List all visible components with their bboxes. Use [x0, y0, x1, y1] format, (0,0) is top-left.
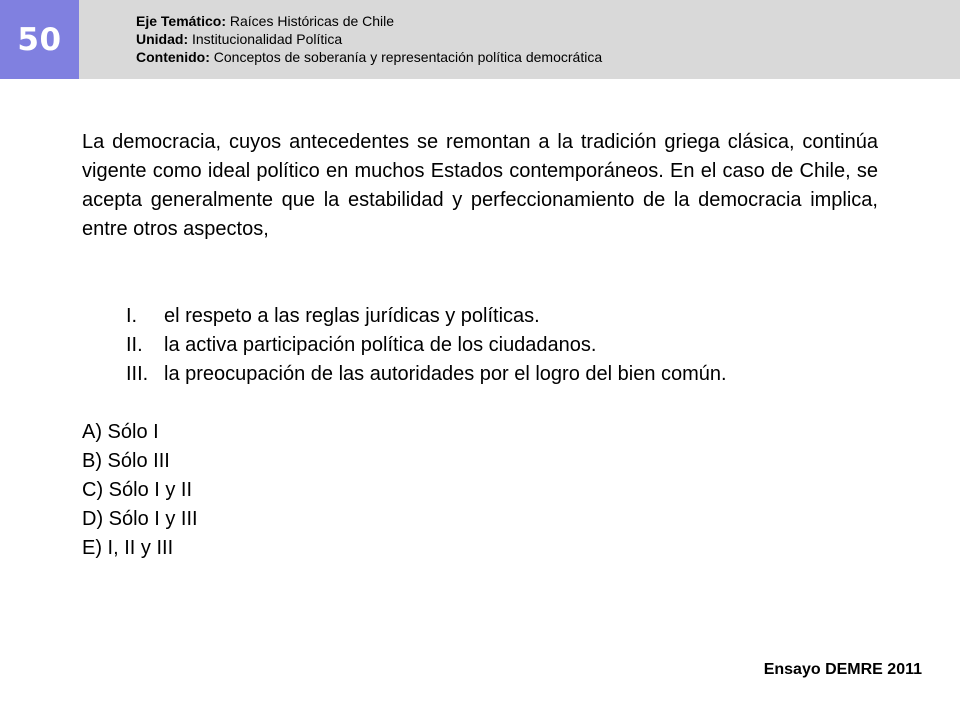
topic-info — [136, 12, 602, 66]
unidad-value: Institucionalidad Política — [192, 31, 343, 47]
statement-number: III. — [126, 363, 149, 385]
statement-text: la preocupación de las autoridades por el logro del bien común. — [164, 363, 727, 385]
eje-tematico-line — [136, 12, 602, 30]
statement-number: II. — [126, 334, 143, 356]
answer-option-b: B) Sólo III — [82, 450, 170, 472]
unidad-label: Unidad: — [136, 31, 189, 47]
statement-text: la activa participación política de los ciudadanos. — [164, 334, 597, 356]
answer-option-c: C) Sólo I y II — [82, 479, 193, 501]
answer-option-a: A) Sólo I — [82, 421, 159, 443]
statement-text: el respeto a las reglas jurídicas y políticas. — [164, 305, 540, 327]
unidad-line — [136, 30, 602, 48]
eje-tematico-label: Eje Temático: — [136, 13, 226, 29]
statement-number: I. — [126, 305, 138, 327]
statement-item — [126, 331, 727, 360]
question-number: 50 — [17, 21, 62, 58]
contenido-label: Contenido: — [136, 49, 210, 65]
statement-list — [126, 302, 727, 389]
contenido-value: Conceptos de soberanía y representación política democrática — [213, 49, 603, 65]
answer-options — [82, 418, 198, 563]
statement-item — [126, 360, 727, 389]
eje-tematico-value: Raíces Históricas de Chile — [229, 13, 395, 29]
question-number-badge — [0, 0, 79, 79]
answer-option-d: D) Sólo I y III — [82, 508, 198, 530]
header-bar — [0, 0, 960, 79]
source-label: Ensayo DEMRE 2011 — [763, 661, 922, 678]
contenido-line — [136, 48, 602, 66]
statement-item — [126, 302, 727, 331]
question-stem: La democracia, cuyos antecedentes se remontan a la tradición griega clásica, continúa vigente como ideal político en muchos Estados contemporáneos. En el caso de Chile, se acepta generalmente que la estabilidad y perfeccionamiento de la democracia implica, entre otros aspectos, — [82, 131, 878, 240]
answer-option-e: E) I, II y III — [82, 537, 174, 559]
